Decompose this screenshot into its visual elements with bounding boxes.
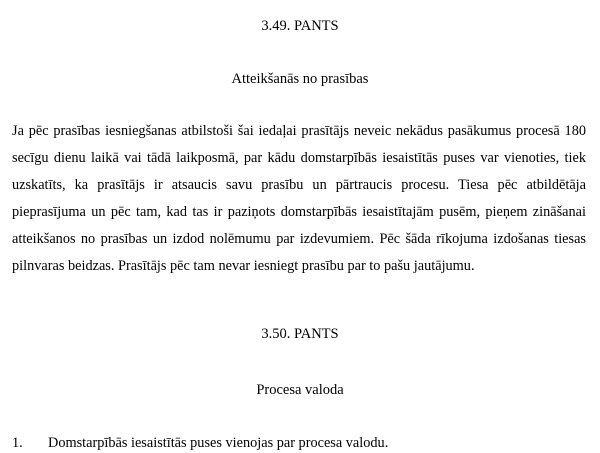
list-item-number: 1.: [12, 434, 23, 451]
section-heading-349: 3.49. PANTS: [261, 18, 339, 34]
section-subheading-350: Procesa valoda: [256, 382, 344, 399]
section-heading-350: 3.50. PANTS: [261, 325, 339, 342]
list-item: [12, 433, 588, 453]
list-item-text: Domstarpībās iesaistītās puses vienojas par procesa valodu.: [48, 434, 389, 451]
section-subheading-349: Atteikšanās no prasības: [231, 71, 369, 88]
section-paragraph-349: Ja pēc prasības iesniegšanas atbilstoši šai iedaļai prasītājs neveic nekādus pasākumus procesā 180 secīgu dienu laikā vai tādā laikposmā, par kādu domstarpībās iesaistītās puses var vienoties, tiek uzskatīts, ka prasītājs ir atsaucis savu prasību un pārtraucis procesu. Tiesa pēc atbildētāja pieprasījuma un pēc tam, kad tas ir paziņots domstarpībās iesaistītajām pusēm, pieņem zināšanai atteikšanos no prasības un izdod nolēmumu par izdevumiem. Pēc šāda rīkojuma izdošanas tiesas pilnvaras beidzas. Prasītājs pēc tam nevar iesniegt prasību par to pašu jautājumu.: [12, 122, 586, 274]
